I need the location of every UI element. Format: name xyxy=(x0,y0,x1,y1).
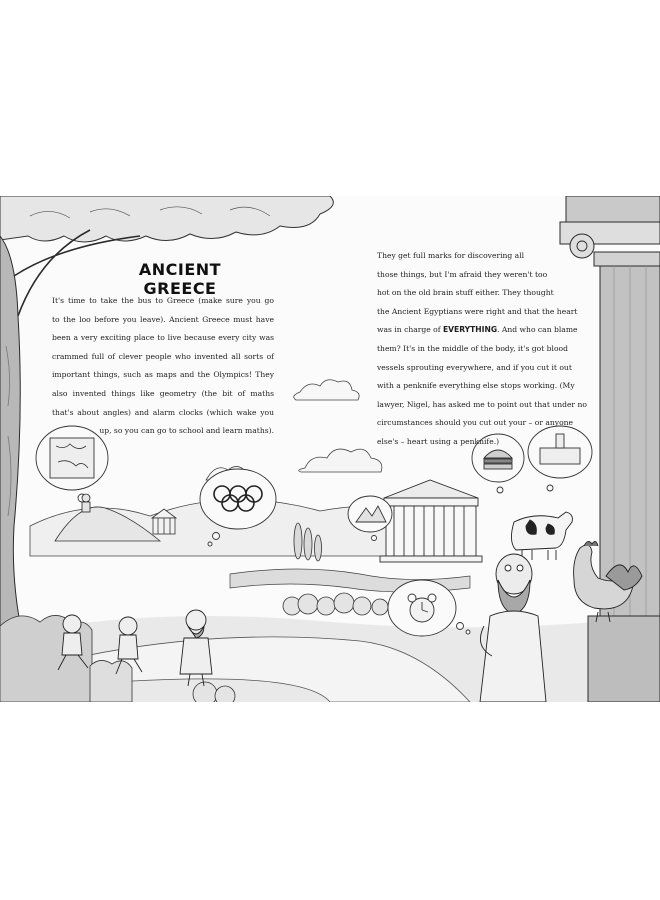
text-line: hot on the old brain stuff either. They thought xyxy=(377,288,554,298)
text-line: It's time to take the bus to Greece (make sure you go xyxy=(52,296,274,305)
text-line: with a penknife everything else stops working. (My xyxy=(377,381,575,391)
text-line: lawyer, Nigel, has asked me to point out that under no xyxy=(377,399,587,409)
cow xyxy=(511,512,572,560)
right-paragraph xyxy=(377,247,599,452)
text-line: vessels sprouting everywhere, and if you cut it out xyxy=(377,362,572,372)
text-line: the Ancient Egyptians were right and that the heart xyxy=(377,306,578,316)
cloud-mid xyxy=(299,449,382,472)
text-line: been a very exciting place to live because every city was xyxy=(52,333,274,343)
text-line: circumstances should you cut out your – or anyone xyxy=(377,418,574,428)
book-spread xyxy=(0,196,660,702)
tree-canopy xyxy=(0,196,333,242)
hill-statue xyxy=(82,494,90,512)
temple xyxy=(380,480,482,562)
text-line: crammed full of clever people who invented all sorts of xyxy=(52,351,274,361)
text-line: up, so you can go to school and learn maths). xyxy=(99,426,274,436)
text-segment: . And who can blame xyxy=(497,325,578,335)
tree-trunk xyxy=(0,236,30,666)
bearded-man xyxy=(480,554,546,702)
text-line-emphasis xyxy=(377,321,599,340)
text-line: also invented things like geometry (the bit of maths xyxy=(52,388,274,398)
text-line: else's – heart using a penknife.) xyxy=(377,436,500,446)
text-line: those things, but I'm afraid they weren't too xyxy=(377,269,548,279)
text-line: to the loo before you leave). Ancient Greece must have xyxy=(52,314,274,324)
text-line: important things, such as maps and the Olympics! They xyxy=(52,370,274,380)
page-title: ANCIENT GREECE xyxy=(138,260,222,298)
text-segment: was in charge of xyxy=(377,325,443,335)
text-line: They get full marks for discovering all xyxy=(377,251,525,260)
cloud-left xyxy=(294,380,359,400)
emphasis-text: EVERYTHING xyxy=(442,325,498,335)
left-paragraph xyxy=(52,292,274,441)
text-line: them? It's in the middle of the body, it's got blood xyxy=(377,343,568,353)
text-line: that's about angles) and alarm clocks (which wake you xyxy=(52,407,274,417)
